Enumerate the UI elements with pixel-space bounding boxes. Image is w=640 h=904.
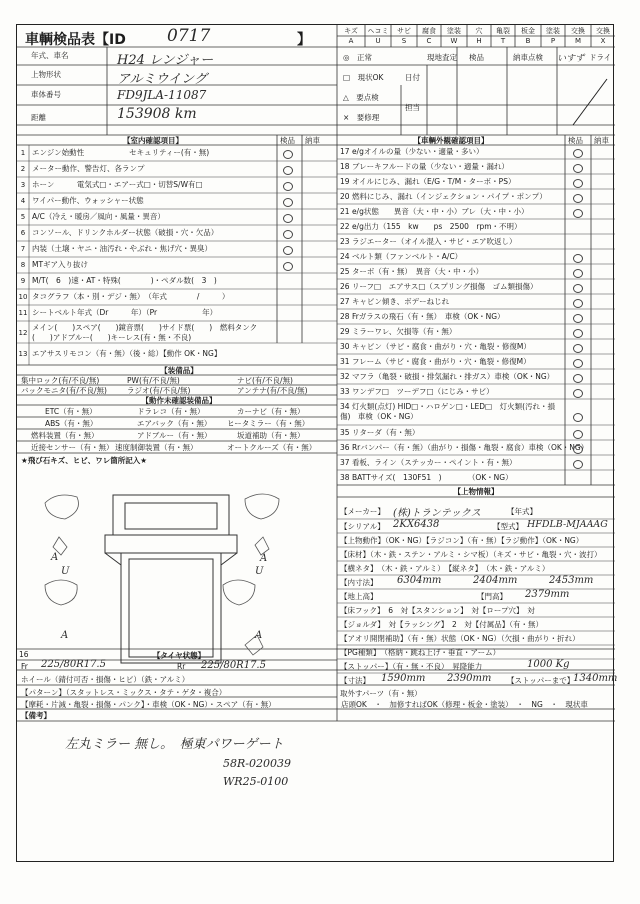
sketch-mark-a: A (61, 630, 69, 641)
upper-size-length: 1590mm (381, 673, 426, 684)
option-item: エアバック（有・無） (137, 419, 212, 428)
exterior-item: 37 看板、ライン（ステッカー・ペイント・有・無） (340, 458, 517, 467)
exterior-item: 30 キャビン（サビ・腐食・曲がり・穴・亀裂・修復M） (340, 342, 531, 351)
interior-item-num: 2 (20, 165, 26, 173)
interior-item-num: 13 (18, 350, 28, 358)
tires-wear-label: 【摩耗・片減・亀裂・損傷・パンク】・車検（OK・NG）・スペア（有・無） (21, 700, 276, 709)
exterior-item: 18 ブレーキフルードの量（少ない・適量・漏れ） (340, 162, 509, 171)
equipment-item: ナビ(有/不良/無) (237, 376, 293, 385)
chassis-label: 車体番号 (31, 90, 61, 99)
option-item: 燃料装置（有・無） (31, 431, 99, 440)
damage-letter-3: C (426, 37, 432, 45)
equipment-item: アンテナ(有/不良/無) (237, 386, 308, 395)
damage-code-8: 塗装 (546, 27, 560, 35)
exterior-item: 19 オイルにじみ、漏れ（E/G・T/M・ターボ・PS） (340, 177, 516, 186)
legend-needs-check: △ 要点検 (343, 93, 379, 102)
dry-label: ドライ (589, 53, 612, 62)
interior-item-num: 7 (20, 245, 26, 253)
upper-horiz-label: 【横ネタ】 （木・鉄・アルミ） 【縦ネタ】 （木・鉄・アルミ） (340, 564, 550, 573)
interior-item-num: 8 (20, 261, 26, 269)
tires-fr-label: Fr (21, 662, 28, 671)
upper-maker-label: 【メーカー】 (340, 507, 385, 516)
upper-ground-label: 【地上高】 (340, 592, 378, 601)
equipment-item: PW(有/不良/無) (127, 376, 180, 385)
option-item: カーナビ（有・無） (237, 407, 305, 416)
tires-pattern-label: 【パターン】（スタットレス・ミックス・タテ・ゲタ・複合） (21, 688, 227, 697)
sketch-mark-a: A (51, 552, 59, 563)
option-item: アドブルー（有・無） (137, 431, 212, 440)
equipment-item: 集中ロック(有/不良/無) (21, 376, 100, 385)
interior-item-num: 4 (20, 197, 26, 205)
exterior-item: 21 e/g状態 異音（大・中・小）ブレ（大・中・小） (340, 207, 529, 216)
exterior-item: 24 ベルト類（ファンベルト・A/C） (340, 252, 463, 261)
upper-removed-label: 取外すパーツ（有・無） (340, 689, 422, 698)
remarks-line-1: 左丸ミラー 無し。 極東パワーゲート (65, 737, 284, 752)
upper-gate-value: 2379mm (525, 589, 570, 600)
sketch-mark-u: U (61, 566, 70, 577)
interior-item-text: MTギア入り抜け (32, 260, 89, 269)
sketch-note: ★飛び石キズ、ヒビ、ワレ箇所記入★ (21, 456, 147, 465)
exterior-item: 23 ラジエーター（オイル混入・サビ・エア吹返し） (340, 237, 517, 246)
upper-year-label: 【年式】 (507, 507, 537, 516)
damage-letter-9: M (574, 37, 582, 45)
option-item: 速度制御装置（有・無） (115, 443, 198, 452)
exterior-item: 34 灯火類(点灯) HID□・ハロゲン□・LED□ 灯火類(汚れ・損傷) 車検（OK・NG） (340, 402, 556, 421)
interior-item-text: ワイパー動作、ウォッシャー状態 (32, 196, 144, 205)
upper-section-title: 【上物情報】 (453, 487, 499, 496)
option-item: 近接センサー（有・無） (31, 443, 114, 452)
interior-item-num: 1 (20, 149, 26, 157)
option-item: ETC（有・無） (45, 407, 97, 416)
option-item: 坂道補助（有・無） (237, 431, 305, 440)
upper-stopper-until-label: 【ストッパーまで】 (507, 676, 575, 685)
upper-aori-label: 【アオリ開閉補助】（有・無）状態（OK・NG）（欠損・曲がり・折れ） (340, 634, 580, 643)
person-label: 担当 (405, 103, 420, 112)
interior-item-text: メイン( )スペア( )鏡音票( )サイド票( ) 燃料タンク( )アドブルー( )キーレス(有・無・不良) (32, 323, 258, 342)
exterior-section-title: 【車輌外観確認項目】 (413, 136, 489, 145)
damage-code-4: 塗装 (447, 27, 461, 35)
tires-number: 16 (19, 650, 29, 659)
upper-gate-label: 【門高】 (477, 592, 507, 601)
exterior-item: 27 キャビン傾き、ボデーねじれ (340, 297, 450, 306)
damage-code-10: 交換 (596, 27, 610, 35)
remarks-section-title: 【備考】 (21, 711, 51, 720)
year-label: 年式、車名 (31, 51, 69, 60)
interior-item-text: コンソール、ドリンクホルダー状態（破損・穴・欠品） (32, 228, 219, 237)
upper-hook-label: 【床フック】 6 対【スタンション】 対【ロープ穴】 対 (340, 606, 535, 615)
interior-item-text: エンジン始動性 セキュリティー(有・無) (32, 148, 210, 157)
damage-code-5: 穴 (475, 27, 483, 35)
id-value: 0717 (167, 26, 211, 46)
interior-item-text: 内装（土壌・ヤニ・油汚れ・やぶれ・焦げ穴・異臭） (32, 244, 212, 253)
tires-rr-label: Rr (177, 662, 186, 671)
equipment-item: バックモニタ(有/不良/無) (21, 386, 107, 395)
legend-needs-repair: × 要修理 (343, 113, 380, 122)
damage-letter-7: B (525, 37, 531, 45)
interior-item-num: 3 (20, 181, 26, 189)
body-value: アルミウイング (117, 72, 207, 87)
tires-section-title: 【タイヤ状態】 (152, 651, 206, 660)
interior-item-text: シートベルト年式（Dr 年）（Pr 年） (32, 308, 218, 317)
tires-fr-value: 225/80R17.5 (41, 659, 106, 670)
upper-lift-value: 1000 Kg (527, 659, 570, 670)
upper-inner-label: 【内寸法】 (340, 578, 378, 587)
interior-item-text: タコグラフ（本・別・デジ・無） （年式 / ） (32, 292, 230, 301)
chassis-value: FD9JLA-11087 (117, 88, 207, 102)
remarks-line-2: 58R-020039 (223, 757, 291, 770)
damage-code-0: キズ (344, 27, 358, 35)
exterior-item: 25 ターボ（有・無） 異音（大・中・小） (340, 267, 484, 276)
legend-normal: ◎ 正常 (343, 53, 373, 62)
inspect-label: 検品 (469, 53, 484, 62)
upper-stopper-until-value: 1340mm (573, 673, 618, 684)
damage-code-3: 腐食 (422, 27, 436, 35)
interior-item-text: A/C（冷え・暖房／風向・風量・異音） (32, 212, 165, 221)
equipment-item: ラジオ(有/不良/無) (127, 386, 191, 395)
interior-item-num: 10 (18, 293, 28, 301)
damage-letter-2: S (401, 37, 407, 45)
exterior-item: 22 e/g出力（155 kw ps 2500 rpm・不明） (340, 222, 522, 231)
option-item: ヒータミラー（有・無） (227, 419, 310, 428)
year-value: H24 レンジャー (117, 53, 214, 68)
option-item: ABS（有・無） (45, 419, 98, 428)
interior-item-text: ホーン 電気式□・エアー式□・切替S/W有□ (32, 180, 203, 189)
damage-code-6: 亀裂 (496, 27, 510, 35)
exterior-item: 32 マフラ（亀裂・破損・排気漏れ・排ガス）車検（OK・NG） (340, 372, 555, 381)
delivery-label: 納車点検 (513, 53, 543, 62)
upper-jolly-label: 【ジョルダ】 対【ラッシング】 2 対【付属品】（有・無） (340, 620, 544, 629)
date-label: 日付 (405, 73, 420, 82)
interior-item-text: エアサスリモコン（有・無）（後・総）【動作 OK・NG】 (32, 349, 222, 358)
interior-item-num: 12 (18, 329, 28, 337)
tires-rr-value: 225/80R17.5 (201, 660, 266, 671)
exterior-item: 35 リターダ（有・無） (340, 428, 420, 437)
upper-maker-value: (株)トランテックス (393, 508, 481, 519)
damage-code-2: サビ (397, 27, 411, 35)
exterior-item: 31 フレーム（サビ・腐食・曲がり・穴・亀裂・修復M） (340, 357, 531, 366)
body-label: 上物形状 (31, 70, 61, 79)
damage-letter-5: H (476, 37, 482, 45)
interior-item-num: 5 (20, 213, 26, 221)
exterior-item: 17 e/gオイルの量（少ない・適量・多い） (340, 147, 484, 156)
id-close-bracket: 】 (297, 32, 311, 48)
exterior-item: 33 ワンデフ□ ツーデフ□（にじみ・サビ） (340, 387, 494, 396)
interior-item-num: 11 (18, 309, 28, 317)
upper-stopper-label: 【ストッパー】（有・無・不良） 昇降能力 (340, 662, 483, 671)
interior-col-check: 検品 (280, 136, 295, 145)
option-item: オートクルーズ（有・無） (227, 443, 317, 452)
interior-item-text: M/T( 6 )速・AT・特殊( )・ペダル数( 3 ) (32, 276, 217, 285)
exterior-item: 28 Frガラスの飛石（有・無） 車検（OK・NG） (340, 312, 505, 321)
damage-code-7: 板金 (521, 27, 535, 35)
interior-item-text: メーター動作、警告灯、各ランプ (32, 164, 145, 173)
interior-item-num: 9 (20, 277, 26, 285)
upper-inner-length: 6304mm (397, 575, 442, 586)
interior-item-num: 6 (20, 229, 26, 237)
damage-letter-0: A (348, 37, 354, 45)
sketch-mark-u: U (255, 566, 264, 577)
isuzu-note: いすず (557, 54, 585, 64)
damage-letter-8: P (550, 37, 556, 45)
exterior-col-delivery: 納車 (594, 136, 609, 145)
upper-model-label: 【型式】 (493, 522, 523, 531)
sketch-mark-a: A (255, 630, 263, 641)
interior-col-delivery: 納車 (305, 136, 320, 145)
exterior-item: 29 ミラーワレ、欠損等（有・無） (340, 327, 457, 336)
options-section-title: 【動作未確認装備品】 (141, 396, 217, 405)
exterior-item: 36 Rrバンパー（有・無）（曲がり・損傷・亀裂・腐食）車検（OK・NG） (340, 443, 589, 452)
upper-floor-label: 【床材】（木・鉄・ステン・アルミ・シマ板）（キズ・サビ・亀裂・穴・波打） (340, 550, 602, 559)
mileage-value: 153908 km (117, 106, 197, 122)
upper-serial-label: 【シリアル】 (340, 522, 385, 531)
sketch-mark-a: A (260, 553, 268, 564)
exterior-item: 26 リーフ□ エアサス□（スプリング損傷 ゴム類損傷） (340, 282, 538, 291)
shop-status-label: 店頭OK ・ 加修すればOK（修理・板金・塗装） ・ NG ・ 現状車 (341, 700, 588, 709)
interior-section-title: 【室内確認項目】 (123, 136, 183, 145)
upper-model-value: HFDLB-MJAAAG (527, 519, 608, 530)
damage-letter-4: W (450, 37, 458, 45)
current-set-label: 現地査定 (427, 53, 457, 62)
upper-inner-height: 2453mm (549, 575, 594, 586)
tires-wheel-label: ホイール（錆付可否・損傷・ヒビ）（鉄・アルミ） (21, 675, 190, 684)
upper-size-label: 【寸法】 (340, 676, 370, 685)
exterior-item: 20 燃料にじみ、漏れ（インジェクション・パイプ・ポンプ） (340, 192, 547, 201)
remarks-line-3: WR25-0100 (223, 775, 289, 788)
upper-serial-value: 2KX6438 (393, 519, 440, 530)
damage-letter-10: X (600, 37, 606, 45)
exterior-col-check: 検品 (568, 136, 583, 145)
upper-work-label: 【上物動作】（OK・NG）【ラジコン】（有・無）【ラジ動作】（OK・NG） (340, 536, 584, 545)
exterior-item: 38 BATTサイズ( 130F51 ) （OK・NG） (340, 473, 513, 482)
damage-letter-1: U (375, 37, 381, 45)
option-item: ドラレコ（有・無） (137, 407, 205, 416)
mileage-label: 距離 (31, 113, 46, 122)
upper-size-width: 2390mm (447, 673, 492, 684)
legend-current-ok: □ 現状OK (343, 73, 384, 82)
damage-code-1: ヘコミ (367, 27, 389, 35)
inspection-sheet (16, 24, 618, 862)
equipment-section-title: 【装備品】 (160, 366, 198, 375)
upper-pg-label: 【PG種類】 （格納・跳ね上げ・垂直・アーム） (340, 648, 501, 657)
damage-code-9: 交換 (571, 27, 585, 35)
sheet-title: 車輌検品表【ID (25, 32, 126, 48)
upper-inner-width: 2404mm (473, 575, 518, 586)
damage-letter-6: T (500, 37, 506, 45)
